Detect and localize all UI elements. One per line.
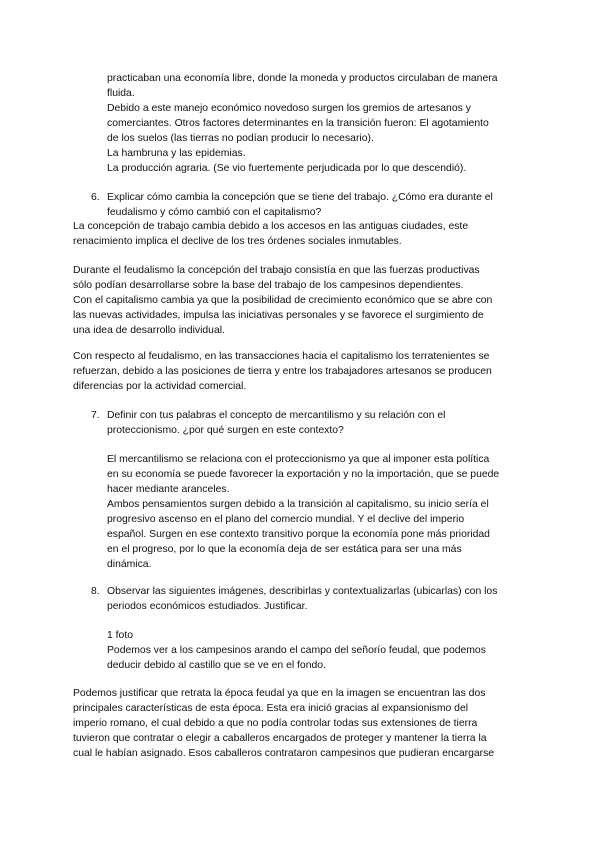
- answer-6-paragraph-2: [73, 263, 492, 338]
- text-line: tuvieron que contratar o elegir a caballeros encargados de proteger y mantener la tierra la: [73, 733, 487, 744]
- text-line: de los suelos (las tierras no podían producir lo necesario).: [107, 133, 374, 144]
- text-line: Observar las siguientes imágenes, describirlas y contextualizarlas (ubicarlas) con los: [107, 586, 498, 597]
- text-line: una idea de desarrollo individual.: [73, 325, 225, 336]
- text-line: La concepción de trabajo cambia debido a los accesos en las antiguas ciudades, este: [73, 221, 469, 232]
- question-number: 7.: [91, 410, 100, 421]
- answer-6-paragraph-3: [73, 349, 492, 394]
- text-line: progresivo ascenso en el plano del comercio mundial. Y el declive del imperio: [107, 514, 465, 525]
- question-text: [107, 584, 497, 614]
- text-line: sólo podían desarrollarse sobre la base del trabajo de los campesinos dependientes.: [73, 280, 464, 291]
- answer-8-photo-caption: [107, 628, 486, 673]
- text-line: proteccionismo. ¿por qué surgen en este contexto?: [107, 425, 344, 436]
- text-line: hacer mediante aranceles.: [107, 484, 230, 495]
- question-text: [107, 408, 445, 438]
- text-line: en el progreso, por lo que la economía deja de ser estática para ser una más: [107, 544, 462, 555]
- text-line: Ambos pensamientos surgen debido a la transición al capitalismo, su inicio sería el: [107, 499, 489, 510]
- intro-paragraph: [107, 71, 497, 176]
- text-line: Definir con tus palabras el concepto de mercantilismo y su relación con el: [107, 410, 446, 421]
- text-line: Debido a este manejo económico novedoso surgen los gremios de artesanos y: [107, 103, 471, 114]
- text-line: diferencias por la actividad comercial.: [73, 381, 247, 392]
- text-line: periodos económicos estudiados. Justificar.: [107, 601, 308, 612]
- question-number: 6.: [91, 192, 100, 203]
- text-line: imperio romano, el cual debido a que no podía controlar todas sus extensiones de tierra: [73, 718, 478, 729]
- question-text: [107, 190, 493, 220]
- text-line: La producción agraria. (Se vio fuertemente perjudicada por lo que descendió).: [107, 163, 467, 174]
- text-line: Con el capitalismo cambia ya que la posibilidad de crecimiento económico que se abre con: [73, 295, 493, 306]
- text-line: refuerzan, debido a las posiciones de tierra y entre los trabajadores artesanos se producen: [73, 366, 492, 377]
- text-line: La hambruna y las epidemias.: [107, 148, 246, 159]
- text-line: fluida.: [107, 88, 135, 99]
- text-line: Podemos ver a los campesinos arando el campo del señorío feudal, que podemos: [107, 645, 486, 656]
- question-number: 8.: [91, 586, 100, 597]
- text-line: Con respecto al feudalismo, en las transacciones hacia el capitalismo los terratenientes se: [73, 351, 490, 362]
- text-line: practicaban una economía libre, donde la moneda y productos circulaban de manera: [107, 73, 498, 84]
- text-line: principales características de esta época. Esta era inició gracias al expansionismo del: [73, 703, 469, 714]
- answer-8-paragraph: [73, 686, 494, 761]
- answer-7-paragraph: [107, 452, 499, 572]
- text-line: comerciantes. Otros factores determinantes en la transición fueron: El agotamiento: [107, 118, 489, 129]
- text-line: renacimiento implica el declive de los tres órdenes sociales inmutables.: [73, 236, 402, 247]
- text-line: en su economía se puede favorecer la exportación y no la importación, que se puede: [107, 469, 500, 480]
- text-line: Podemos justificar que retrata la época feudal ya que en la imagen se encuentran las dos: [73, 688, 486, 699]
- text-line: feudalismo y cómo cambió con el capitalismo?: [107, 207, 322, 218]
- text-line: Durante el feudalismo la concepción del trabajo consistía en que las fuerzas productivas: [73, 265, 480, 276]
- text-line: cual le habían asignado. Esos caballeros contrataron campesinos que pudieran encargarse: [73, 748, 495, 759]
- text-line: Explicar cómo cambia la concepción que se tiene del trabajo. ¿Cómo era durante el: [107, 192, 493, 203]
- text-line: español. Surgen en ese contexto transitivo porque la economía pone más prioridad: [107, 529, 490, 540]
- text-line: El mercantilismo se relaciona con el proteccionismo ya que al imponer esta política: [107, 454, 490, 465]
- text-line: deducir debido al castillo que se ve en el fondo.: [107, 660, 326, 671]
- text-line: las nuevas actividades, impulsa las iniciativas personales y se favorece el surgimiento de: [73, 310, 484, 321]
- text-line: 1 foto: [107, 630, 133, 641]
- answer-6-paragraph-1: [73, 219, 468, 249]
- text-line: dinámica.: [107, 559, 152, 570]
